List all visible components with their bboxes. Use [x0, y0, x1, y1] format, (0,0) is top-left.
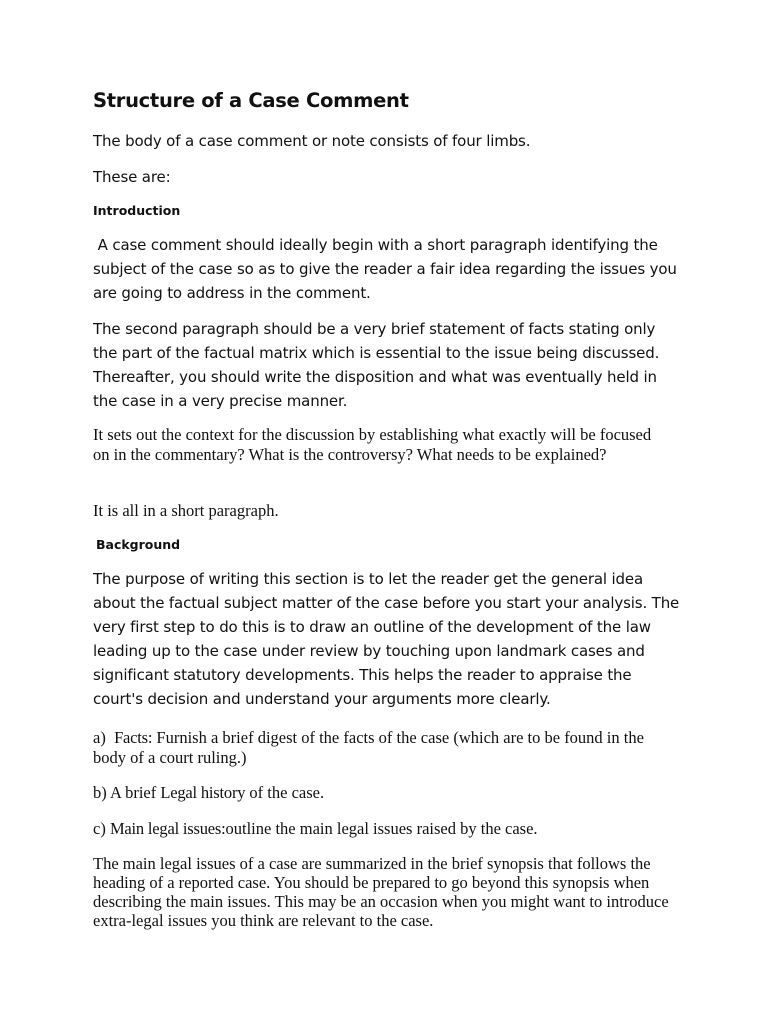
- list-item-main-legal-issues-prefix: c): [93, 819, 110, 838]
- these-are-line: These are:: [93, 168, 171, 186]
- intro-line: The body of a case comment or note consists of four limbs.: [93, 132, 531, 150]
- introduction-heading: Introduction: [93, 203, 181, 218]
- intro-paragraph-3: It sets out the context for the discussion by establishing what exactly will be focused on in the commentary? What is the controversy? What needs to be explained?: [93, 425, 652, 464]
- list-item-facts: [93, 728, 668, 768]
- list-item-facts-prefix: a): [93, 728, 115, 747]
- list-item-legal-history-prefix: b) A brief: [93, 783, 161, 802]
- list-item-main-legal-issues-term: Main legal issues:: [109, 819, 226, 838]
- list-item-main-legal-issues-text: outline the main legal issues raised by the case.: [225, 819, 538, 838]
- intro-paragraph-4: It is all in a short paragraph.: [93, 501, 279, 520]
- list-item-legal-history: [93, 783, 683, 803]
- page-title: Structure of a Case Comment: [93, 89, 409, 112]
- list-item-main-legal-issues: [93, 819, 683, 839]
- intro-paragraph-2: The second paragraph should be a very brief statement of facts stating only the part of the factual matrix which is essential to the issue being discussed. Thereafter, you should write the disposition and what was eventually held in the case in a very precise manner.: [93, 320, 660, 410]
- list-item-facts-term: Facts:: [114, 728, 153, 747]
- background-paragraph: The purpose of writing this section is to let the reader get the general idea about the factual subject matter of the case before you start your analysis. The very first step to do this is to draw an outline of the development of the law leading up to the case under review by touching upon landmark cases and significant statutory developments. This helps the reader to appraise the court's decision and understand your arguments more clearly.: [93, 570, 680, 708]
- background-heading: Background: [96, 537, 181, 552]
- list-item-legal-history-text: of the case.: [245, 783, 325, 802]
- list-item-facts-text: Furnish a brief digest of the facts of the case (which are to be found in the body of a court ruling.): [93, 728, 644, 767]
- list-item-legal-history-term: Legal history: [160, 783, 246, 802]
- intro-paragraph-1: A case comment should ideally begin with a short paragraph identifying the subject of the case so as to give the reader a fair idea regarding the issues you are going to address in the comment.: [93, 236, 682, 302]
- final-paragraph: The main legal issues of a case are summarized in the brief synopsis that follows the heading of a reported case. You should be prepared to go beyond this synopsis when describing the main issues. This may be an occasion when you might want to introduce extra-legal issues you think are relevant to the case.: [93, 854, 669, 930]
